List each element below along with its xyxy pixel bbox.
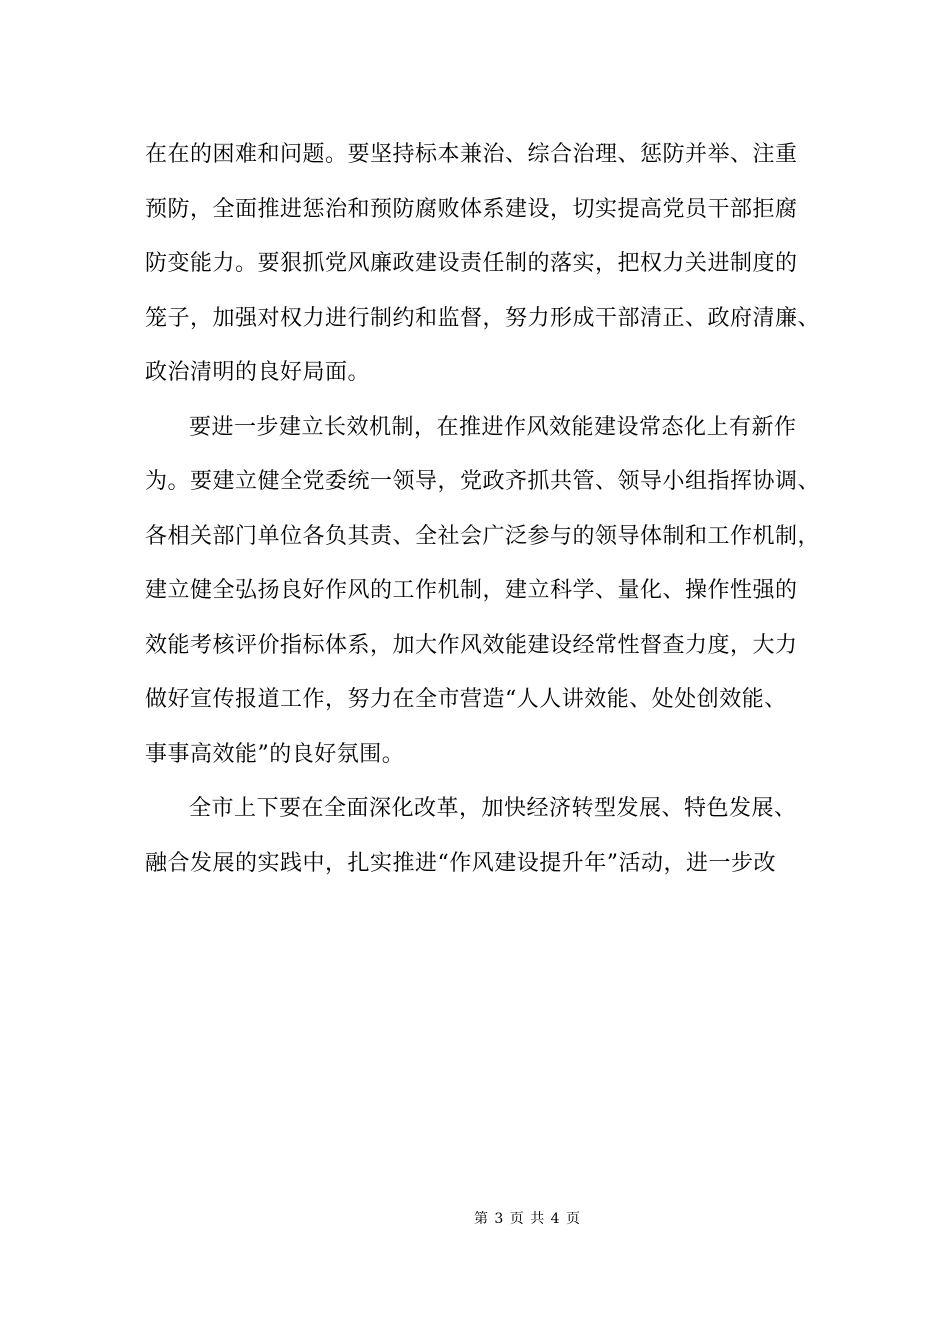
text-line: 政治清明的良好局面。: [145, 360, 371, 385]
text-line: 效能考核评价指标体系，加大作风效能建设经常性督查力度，大力: [145, 632, 798, 658]
text-line-indented: 要进一步建立长效机制，在推进作风效能建设常态化上有新作: [189, 414, 797, 440]
text-line: 在在的困难和问题。要坚持标本兼治、综合治理、惩防并举、注重: [145, 142, 798, 167]
text-line: 防变能力。要狠抓党风廉政建设责任制的落实，把权力关进制度的: [145, 251, 798, 276]
page-number: 第 3 页 共 4 页: [473, 1211, 582, 1227]
text-line: 事事高效能”的良好氛围。: [145, 741, 405, 767]
body-text: [145, 128, 821, 891]
page-footer: [0, 1208, 950, 1228]
text-line: 预防，全面推进惩治和预防腐败体系建设，切实提高党员干部拒腐: [145, 196, 798, 222]
text-line-indented: 全市上下要在全面深化改革，加快经济转型发展、特色发展、: [189, 796, 797, 821]
text-line: 建立健全弘扬良好作风的工作机制，建立科学、量化、操作性强的: [145, 578, 798, 603]
text-line: 各相关部门单位各负其责、全社会广泛参与的领导体制和工作机制，: [145, 523, 821, 549]
text-line: 为。要建立健全党委统一领导，党政齐抓共管、领导小组指挥协调、: [145, 469, 821, 494]
text-line: 融合发展的实践中，扎实推进“作风建设提升年”活动，进一步改: [145, 850, 776, 876]
text-line: 笼子，加强对权力进行制约和监督，努力形成干部清正、政府清廉、: [145, 305, 821, 331]
text-line: 做好宣传报道工作，努力在全市营造“人人讲效能、处处创效能、: [145, 687, 787, 712]
